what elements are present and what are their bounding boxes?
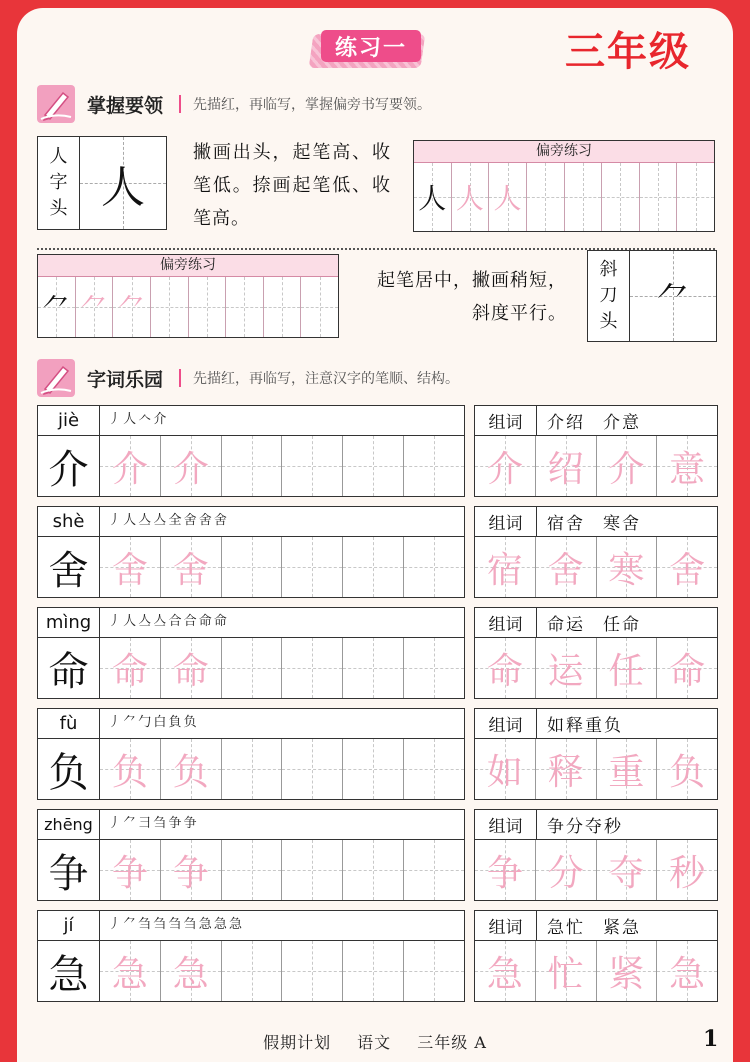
- trace-cell[interactable]: [222, 537, 283, 597]
- cell-glyph: 忙: [547, 953, 584, 995]
- word-trace-cell[interactable]: [597, 840, 658, 900]
- stroke-order: 丿 人 亼 亼 全 舍 舍 舍: [100, 507, 464, 537]
- footer-plan: 假期计划: [263, 1033, 332, 1052]
- cell-glyph: 释: [547, 751, 584, 793]
- trace-cell[interactable]: [100, 840, 161, 900]
- radical-char-1: [80, 137, 166, 229]
- writing-box: [37, 405, 465, 497]
- word-trace-cell[interactable]: [597, 638, 658, 698]
- radical-name-char: 字: [49, 172, 68, 193]
- character-row: [37, 405, 717, 497]
- trace-cell[interactable]: [282, 436, 343, 496]
- word: 争分夺秒: [547, 817, 623, 837]
- trace-cell[interactable]: [343, 739, 404, 799]
- word-trace-cell[interactable]: [475, 537, 536, 597]
- word-list: [537, 509, 659, 534]
- word: 介意: [603, 413, 641, 433]
- word-list: [537, 408, 659, 433]
- model-character: 负: [38, 739, 100, 799]
- section-desc-1: 先描红，再临写，掌握偏旁书写要领。: [193, 97, 432, 113]
- word-trace-cells: [475, 739, 717, 799]
- trace-cell[interactable]: [161, 436, 222, 496]
- word: 如释重负: [547, 716, 623, 736]
- page-number: 1: [703, 1026, 719, 1052]
- word-header: [475, 507, 717, 537]
- word: 急忙: [547, 918, 585, 938]
- word-trace-cell[interactable]: [536, 537, 597, 597]
- practice-cell[interactable]: [414, 163, 452, 231]
- word-trace-cells: [475, 537, 717, 597]
- word-trace-cell[interactable]: [657, 638, 717, 698]
- trace-cell[interactable]: [222, 840, 283, 900]
- trace-cell[interactable]: [282, 941, 343, 1001]
- radical-name-1: [38, 137, 80, 229]
- word-box: [474, 910, 718, 1002]
- word-label: 组词: [475, 507, 537, 537]
- radical-box-2: [587, 250, 717, 342]
- writing-box: [37, 910, 465, 1002]
- word: 宿舍: [547, 514, 585, 534]
- cell-glyph: 命: [111, 650, 148, 692]
- cell-glyph: 舍: [172, 549, 209, 591]
- writing-box: [37, 708, 465, 800]
- cell-glyph: 舍: [547, 549, 584, 591]
- cell-glyph: 急: [172, 953, 209, 995]
- trace-cell[interactable]: [343, 840, 404, 900]
- trace-cells: [100, 638, 464, 698]
- cell-glyph: 任: [608, 650, 645, 692]
- practice-cell[interactable]: [452, 163, 490, 231]
- cell-glyph: 分: [547, 852, 584, 894]
- trace-cell[interactable]: [343, 436, 404, 496]
- practice-cell[interactable]: [640, 163, 678, 231]
- cell-glyph: ⺈: [117, 292, 146, 325]
- trace-cell[interactable]: [282, 537, 343, 597]
- pinyin: fù: [38, 709, 100, 739]
- practice-cell[interactable]: [301, 277, 338, 337]
- word-header: [475, 406, 717, 436]
- radical-name-2: [588, 251, 630, 341]
- model-character: 舍: [38, 537, 100, 597]
- word-list: [537, 812, 641, 837]
- word-header: [475, 810, 717, 840]
- trace-cell[interactable]: [161, 537, 222, 597]
- character-row: [37, 506, 717, 598]
- section-desc-2: 先描红，再临写，注意汉字的笔顺、结构。: [193, 371, 460, 387]
- page-title: 练习一: [321, 30, 421, 62]
- character-row: [37, 910, 717, 1002]
- cell-glyph: 紧: [608, 953, 645, 995]
- character-row: [37, 809, 717, 901]
- practice-cell[interactable]: [113, 277, 151, 337]
- word-trace-cell[interactable]: [536, 840, 597, 900]
- word-list: [537, 711, 641, 736]
- practice-label: 偏旁练习: [414, 141, 714, 163]
- trace-cell[interactable]: [222, 436, 283, 496]
- writing-box: [37, 607, 465, 699]
- model-character: 命: [38, 638, 100, 698]
- practice-cell[interactable]: [38, 277, 76, 337]
- radical-box-1: [37, 136, 167, 230]
- word-trace-cell[interactable]: [597, 739, 658, 799]
- pinyin: zhēng: [38, 810, 100, 840]
- cell-glyph: 人: [455, 182, 484, 215]
- section-divider-2: [179, 369, 181, 387]
- practice-cell[interactable]: [489, 163, 527, 231]
- cell-glyph: 急: [111, 953, 148, 995]
- cell-glyph: 急: [669, 953, 706, 995]
- practice-cell[interactable]: [602, 163, 640, 231]
- model-character: 急: [38, 941, 100, 1001]
- word-trace-cell[interactable]: [657, 941, 717, 1001]
- trace-cell[interactable]: [222, 941, 283, 1001]
- practice-label: 偏旁练习: [38, 255, 338, 277]
- radical-char-2: [630, 251, 716, 341]
- trace-cell[interactable]: [100, 436, 161, 496]
- cell-glyph: 人: [493, 182, 522, 215]
- cell-glyph: 如: [486, 751, 523, 793]
- trace-cells: [100, 537, 464, 597]
- practice-cell[interactable]: [76, 277, 114, 337]
- cell-glyph: 意: [669, 448, 706, 490]
- character-row: [37, 607, 717, 699]
- word-trace-cells: [475, 436, 717, 496]
- practice-cells: [414, 163, 714, 231]
- worksheet-page: [17, 8, 733, 1062]
- word-list: [537, 913, 659, 938]
- cell-glyph: 负: [669, 751, 706, 793]
- pen-icon: [37, 85, 75, 123]
- character-row: [37, 708, 717, 800]
- radical-name-char: 人: [49, 146, 68, 167]
- cell-glyph: 负: [172, 751, 209, 793]
- cell-glyph: 负: [111, 751, 148, 793]
- practice-cell[interactable]: [677, 163, 714, 231]
- radical-practice-1: [413, 140, 715, 232]
- word-box: [474, 405, 718, 497]
- cell-glyph: 介: [111, 448, 148, 490]
- practice-cell[interactable]: [226, 277, 264, 337]
- trace-cell[interactable]: [282, 739, 343, 799]
- cell-glyph: 命: [172, 650, 209, 692]
- word-trace-cell[interactable]: [536, 436, 597, 496]
- trace-cell[interactable]: [100, 537, 161, 597]
- pinyin: jiè: [38, 406, 100, 436]
- word-trace-cell[interactable]: [657, 537, 717, 597]
- radical-desc-1: 撇画出头，起笔高、收笔低。捺画起笔低、收笔高。: [193, 142, 391, 229]
- radical-name-char: 斜: [599, 259, 618, 280]
- section-divider-1: [179, 95, 181, 113]
- word-trace-cell[interactable]: [475, 739, 536, 799]
- word-trace-cell[interactable]: [536, 739, 597, 799]
- model-character: 介: [38, 436, 100, 496]
- cell-glyph: 夺: [608, 852, 645, 894]
- word-box: [474, 607, 718, 699]
- trace-cell[interactable]: [161, 840, 222, 900]
- word-trace-cells: [475, 840, 717, 900]
- pen-icon: [37, 359, 75, 397]
- trace-cell[interactable]: [100, 941, 161, 1001]
- cell-glyph: 争: [486, 852, 523, 894]
- word-box: [474, 506, 718, 598]
- grade-label: 三年级: [565, 29, 691, 75]
- cell-glyph: 介: [608, 448, 645, 490]
- word-trace-cell[interactable]: [597, 941, 658, 1001]
- word-trace-cell[interactable]: [475, 941, 536, 1001]
- word-trace-cell[interactable]: [536, 941, 597, 1001]
- cell-glyph: 争: [111, 852, 148, 894]
- stroke-order: 丿 ⺈ 勹 白 負 负: [100, 709, 464, 739]
- radical-name-char: 刀: [599, 285, 618, 306]
- trace-cell[interactable]: [100, 638, 161, 698]
- word-trace-cell[interactable]: [657, 739, 717, 799]
- trace-cell[interactable]: [404, 436, 464, 496]
- trace-cell[interactable]: [404, 739, 464, 799]
- section-title-2: 字词乐园: [87, 368, 164, 391]
- cell-glyph: 寒: [608, 549, 645, 591]
- radical-practice-2: [37, 254, 339, 338]
- word-trace-cell[interactable]: [597, 436, 658, 496]
- section-head-1: [37, 84, 431, 124]
- pinyin: mìng: [38, 608, 100, 638]
- radical-glyph: 人: [101, 162, 145, 213]
- word-trace-cell[interactable]: [475, 840, 536, 900]
- word-list: [537, 610, 659, 635]
- cell-glyph: 介: [486, 448, 523, 490]
- cell-glyph: 绍: [547, 448, 584, 490]
- word-trace-cell[interactable]: [657, 436, 717, 496]
- section-title-1: 掌握要领: [87, 94, 164, 117]
- writing-box: [37, 809, 465, 901]
- word-box: [474, 809, 718, 901]
- word-trace-cells: [475, 638, 717, 698]
- cell-glyph: 急: [486, 953, 523, 995]
- cell-glyph: 秒: [669, 852, 706, 894]
- model-character: 争: [38, 840, 100, 900]
- cell-glyph: 命: [669, 650, 706, 692]
- word: 命运: [547, 615, 585, 635]
- trace-cell[interactable]: [100, 739, 161, 799]
- stroke-order: 丿 ⺈ 刍 刍 刍 刍 急 急 急: [100, 911, 464, 941]
- trace-cells: [100, 436, 464, 496]
- word-label: 组词: [475, 810, 537, 840]
- radical-name-char: 头: [599, 311, 618, 332]
- practice-cell[interactable]: [189, 277, 227, 337]
- trace-cells: [100, 941, 464, 1001]
- word-label: 组词: [475, 608, 537, 638]
- footer-subject: 语文: [357, 1033, 392, 1052]
- practice-cell[interactable]: [151, 277, 189, 337]
- word-label: 组词: [475, 406, 537, 436]
- word-trace-cell[interactable]: [597, 537, 658, 597]
- practice-cell[interactable]: [264, 277, 302, 337]
- writing-box: [37, 506, 465, 598]
- cell-glyph: 舍: [111, 549, 148, 591]
- word-trace-cells: [475, 941, 717, 1001]
- trace-cell[interactable]: [282, 840, 343, 900]
- cell-glyph: 争: [172, 852, 209, 894]
- word-trace-cell[interactable]: [657, 840, 717, 900]
- trace-cell[interactable]: [343, 941, 404, 1001]
- pinyin: shè: [38, 507, 100, 537]
- practice-cells: [38, 277, 338, 337]
- word-header: [475, 911, 717, 941]
- word: 介绍: [547, 413, 585, 433]
- stroke-order: 丿 ⺈ 彐 刍 争 争: [100, 810, 464, 840]
- practice-cell[interactable]: [527, 163, 565, 231]
- trace-cell[interactable]: [343, 638, 404, 698]
- cell-glyph: 舍: [669, 549, 706, 591]
- trace-cells: [100, 840, 464, 900]
- word-header: [475, 709, 717, 739]
- stroke-order: 丿 人 亼 亼 合 合 命 命: [100, 608, 464, 638]
- word: 任命: [603, 615, 641, 635]
- cell-glyph: ⺈: [42, 292, 71, 325]
- trace-cell[interactable]: [282, 638, 343, 698]
- word: 紧急: [603, 918, 641, 938]
- pinyin: jí: [38, 911, 100, 941]
- radical-name-char: 头: [49, 198, 68, 219]
- trace-cells: [100, 739, 464, 799]
- cell-glyph: 介: [172, 448, 209, 490]
- word-trace-cell[interactable]: [475, 436, 536, 496]
- trace-cell[interactable]: [222, 739, 283, 799]
- cell-glyph: ⺈: [79, 292, 108, 325]
- word: 寒舍: [603, 514, 641, 534]
- stroke-order: 丿 人 𠆢 介: [100, 406, 464, 436]
- trace-cell[interactable]: [161, 941, 222, 1001]
- title-banner: [307, 26, 431, 68]
- cell-glyph: 命: [486, 650, 523, 692]
- cell-glyph: 人: [418, 182, 447, 215]
- word-label: 组词: [475, 709, 537, 739]
- trace-cell[interactable]: [404, 840, 464, 900]
- cell-glyph: 宿: [486, 549, 523, 591]
- section-head-2: [37, 358, 459, 398]
- trace-cell[interactable]: [222, 638, 283, 698]
- radical-desc-2: 起笔居中，撇画稍短，斜度平行。: [377, 270, 567, 324]
- trace-cell[interactable]: [404, 941, 464, 1001]
- footer: [17, 1030, 733, 1053]
- footer-grade: 三年级 A: [417, 1033, 487, 1052]
- trace-cell[interactable]: [404, 638, 464, 698]
- trace-cell[interactable]: [343, 537, 404, 597]
- practice-cell[interactable]: [565, 163, 603, 231]
- cell-glyph: 运: [547, 650, 584, 692]
- cell-glyph: 重: [608, 751, 645, 793]
- radical-glyph: ⺈: [656, 279, 690, 320]
- trace-cell[interactable]: [161, 638, 222, 698]
- trace-cell[interactable]: [404, 537, 464, 597]
- word-trace-cell[interactable]: [536, 638, 597, 698]
- word-header: [475, 608, 717, 638]
- trace-cell[interactable]: [161, 739, 222, 799]
- word-label: 组词: [475, 911, 537, 941]
- word-trace-cell[interactable]: [475, 638, 536, 698]
- word-box: [474, 708, 718, 800]
